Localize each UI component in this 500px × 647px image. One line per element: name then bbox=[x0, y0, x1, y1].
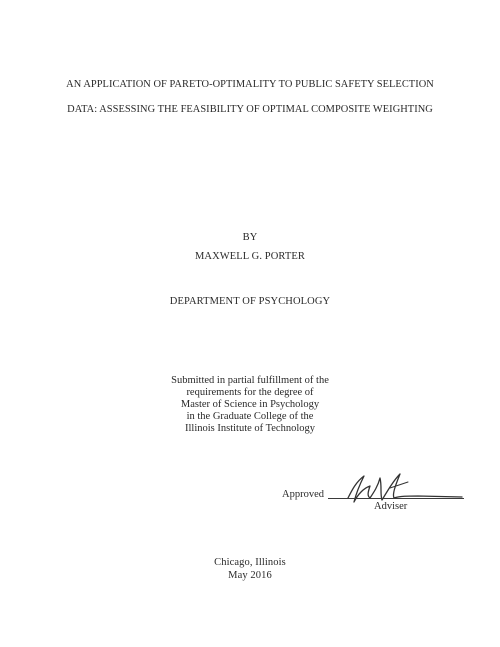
submission-line: Master of Science in Psychology bbox=[180, 399, 320, 410]
title-line-2: DATA: ASSESSING THE FEASIBILITY OF OPTIMAL COMPOSITE WEIGHTING bbox=[67, 104, 433, 115]
date: May 2016 bbox=[228, 570, 272, 581]
advisor-label: Adviser bbox=[374, 501, 408, 512]
submission-line: in the Graduate College of the bbox=[186, 411, 314, 422]
department-name: DEPARTMENT OF PSYCHOLOGY bbox=[169, 296, 331, 307]
place: Chicago, Illinois bbox=[214, 557, 286, 568]
approval-block bbox=[282, 468, 472, 518]
submission-line: requirements for the degree of bbox=[186, 387, 314, 398]
submission-statement bbox=[0, 375, 500, 435]
submission-line: Illinois Institute of Technology bbox=[184, 423, 315, 434]
submission-line: Submitted in partial fulfillment of the bbox=[171, 375, 329, 386]
title-line-1: AN APPLICATION OF PARETO-OPTIMALITY TO PUBLIC SAFETY SELECTION bbox=[66, 79, 434, 90]
approved-label: Approved bbox=[282, 489, 324, 500]
author-name: MAXWELL G. PORTER bbox=[194, 251, 306, 262]
by-label: BY bbox=[242, 232, 258, 243]
signature-line bbox=[328, 498, 464, 499]
